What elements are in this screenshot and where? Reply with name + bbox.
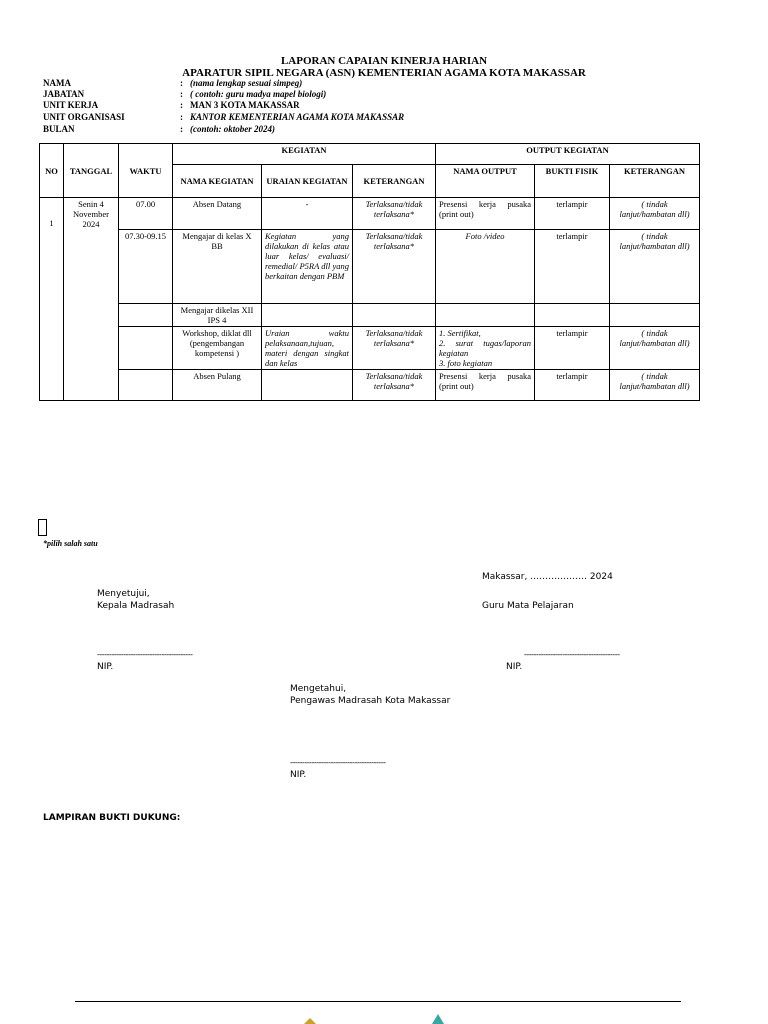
cell-keterangan: Terlaksana/tidak terlaksana* xyxy=(353,370,436,401)
cell-no xyxy=(40,198,64,401)
output-item: 1. Sertifikat, xyxy=(439,328,481,338)
table-row xyxy=(40,304,700,327)
cell-uraian xyxy=(262,304,353,327)
cell-nama-output xyxy=(436,304,535,327)
header-nama-output: NAMA OUTPUT xyxy=(436,165,535,198)
missing-glyph-box-icon xyxy=(38,519,47,536)
info-colon: : xyxy=(180,100,183,110)
signature-line-head: ---------------------------------------- xyxy=(97,650,193,659)
table-row xyxy=(40,198,700,230)
info-colon: : xyxy=(180,124,183,134)
cell-uraian xyxy=(262,370,353,401)
header-waktu: WAKTU xyxy=(119,144,173,198)
signature-line-teacher: ---------------------------------------- xyxy=(524,650,620,659)
cell-nama-output: Presensi kerja pusaka (print out) xyxy=(436,198,535,230)
cell-nama-output: Foto /video xyxy=(436,230,535,304)
cell-bukti-fisik: terlampir xyxy=(535,370,610,401)
header-keterangan: KETERANGAN xyxy=(353,165,436,198)
know-label: Mengetahui, xyxy=(290,684,347,694)
attachment-heading: LAMPIRAN BUKTI DUKUNG: xyxy=(43,813,181,823)
header-uraian-kegiatan: URAIAN KEGIATAN xyxy=(262,165,353,198)
cell-keterangan: Terlaksana/tidak terlaksana* xyxy=(353,327,436,370)
info-label: BULAN xyxy=(43,124,75,134)
cell-nama-output: Presensi kerja pusaka (print out) xyxy=(436,370,535,401)
info-label: JABATAN xyxy=(43,89,85,99)
info-value: (contoh: oktober 2024) xyxy=(190,124,275,134)
header-no: NO xyxy=(40,144,64,198)
place-date: Makassar, ………………. 2024 xyxy=(482,572,613,582)
cell-uraian: Uraian waktu pelaksanaan,tujuan, materi dengan singkat dan kelas xyxy=(262,327,353,370)
cell-keterangan-output: ( tindak lanjut/hambatan dll) xyxy=(610,370,700,401)
footnote: *pilih salah satu xyxy=(43,539,98,548)
info-label: UNIT ORGANISASI xyxy=(43,112,125,122)
cell-nama-kegiatan: Absen Datang xyxy=(173,198,262,230)
cell-bukti-fisik: terlampir xyxy=(535,230,610,304)
info-label: UNIT KERJA xyxy=(43,100,99,110)
cell-bukti-fisik: terlampir xyxy=(535,327,610,370)
teacher-title: Guru Mata Pelajaran xyxy=(482,601,574,611)
table-row xyxy=(40,370,700,401)
logo-diamond-icon xyxy=(300,1014,320,1024)
cell-keterangan-output: ( tindak lanjut/hambatan dll) xyxy=(610,230,700,304)
cell-waktu xyxy=(119,304,173,327)
header-tanggal: TANGGAL xyxy=(64,144,119,198)
header-output-kegiatan: OUTPUT KEGIATAN xyxy=(436,144,700,165)
supervisor-title: Pengawas Madrasah Kota Makassar xyxy=(290,696,451,706)
cell-waktu: 07.30-09.15 xyxy=(119,230,173,304)
cell-nama-kegiatan: Absen Pulang xyxy=(173,370,262,401)
cell-keterangan-output: ( tindak lanjut/hambatan dll) xyxy=(610,198,700,230)
output-item: 3. foto kegiatan xyxy=(439,358,493,368)
header-nama-kegiatan: NAMA KEGIATAN xyxy=(173,165,262,198)
cell-bukti-fisik xyxy=(535,304,610,327)
table-row xyxy=(40,230,700,304)
cell-keterangan: Terlaksana/tidak terlaksana* xyxy=(353,230,436,304)
header-keterangan-output: KETERANGAN xyxy=(610,165,700,198)
cell-nama-output xyxy=(436,327,535,370)
nip-teacher: NIP. xyxy=(506,662,523,672)
cell-keterangan: Terlaksana/tidak terlaksana* xyxy=(353,198,436,230)
output-item: 2. surat tugas/laporan kegiatan xyxy=(439,338,531,358)
info-value: ( contoh: guru madya mapel biologi) xyxy=(190,89,327,99)
approve-label: Menyetujui, xyxy=(97,589,150,599)
row-number: 1 xyxy=(49,217,54,228)
signature-line-supervisor: ---------------------------------------- xyxy=(290,758,386,767)
cell-keterangan-output: ( tindak lanjut/hambatan dll) xyxy=(610,327,700,370)
info-value: MAN 3 KOTA MAKASSAR xyxy=(190,100,300,110)
cell-uraian: Kegiatan yang dilakukan di kelas atau luar kelas/ evaluasi/ remedial/ P5RA dll yang berkaitan dengan PBM xyxy=(262,230,353,304)
cell-uraian: - xyxy=(262,198,353,230)
cell-waktu xyxy=(119,370,173,401)
info-label: NAMA xyxy=(43,78,71,88)
info-colon: : xyxy=(180,78,183,88)
header-bukti-fisik: BUKTI FISIK xyxy=(535,165,610,198)
cell-keterangan-output xyxy=(610,304,700,327)
cell-nama-kegiatan: Workshop, diklat dll (pengembangan kompetensi ) xyxy=(173,327,262,370)
info-value: KANTOR KEMENTERIAN AGAMA KOTA MAKASSAR xyxy=(190,112,405,122)
cell-tanggal: Senin 4 November 2024 xyxy=(64,198,119,401)
report-title: LAPORAN CAPAIAN KINERJA HARIAN xyxy=(280,55,488,67)
nip-head: NIP. xyxy=(97,662,114,672)
activity-table xyxy=(39,143,700,401)
cell-nama-kegiatan: Mengajar di kelas X BB xyxy=(173,230,262,304)
header-kegiatan: KEGIATAN xyxy=(173,144,436,165)
info-value: (nama lengkap sesuai simpeg) xyxy=(190,78,303,88)
info-colon: : xyxy=(180,89,183,99)
head-title: Kepala Madrasah xyxy=(97,601,175,611)
logo-triangle-icon xyxy=(428,1012,448,1024)
cell-waktu: 07.00 xyxy=(119,198,173,230)
cell-bukti-fisik: terlampir xyxy=(535,198,610,230)
cell-keterangan xyxy=(353,304,436,327)
cell-waktu xyxy=(119,327,173,370)
cell-nama-kegiatan: Mengajar dikelas XII IPS 4 xyxy=(173,304,262,327)
nip-supervisor: NIP. xyxy=(290,770,307,780)
table-row xyxy=(40,327,700,370)
footer-divider xyxy=(75,1001,681,1002)
info-colon: : xyxy=(180,112,183,122)
report-subtitle: APARATUR SIPIL NEGARA (ASN) KEMENTERIAN AGAMA KOTA MAKASSAR xyxy=(182,67,586,79)
